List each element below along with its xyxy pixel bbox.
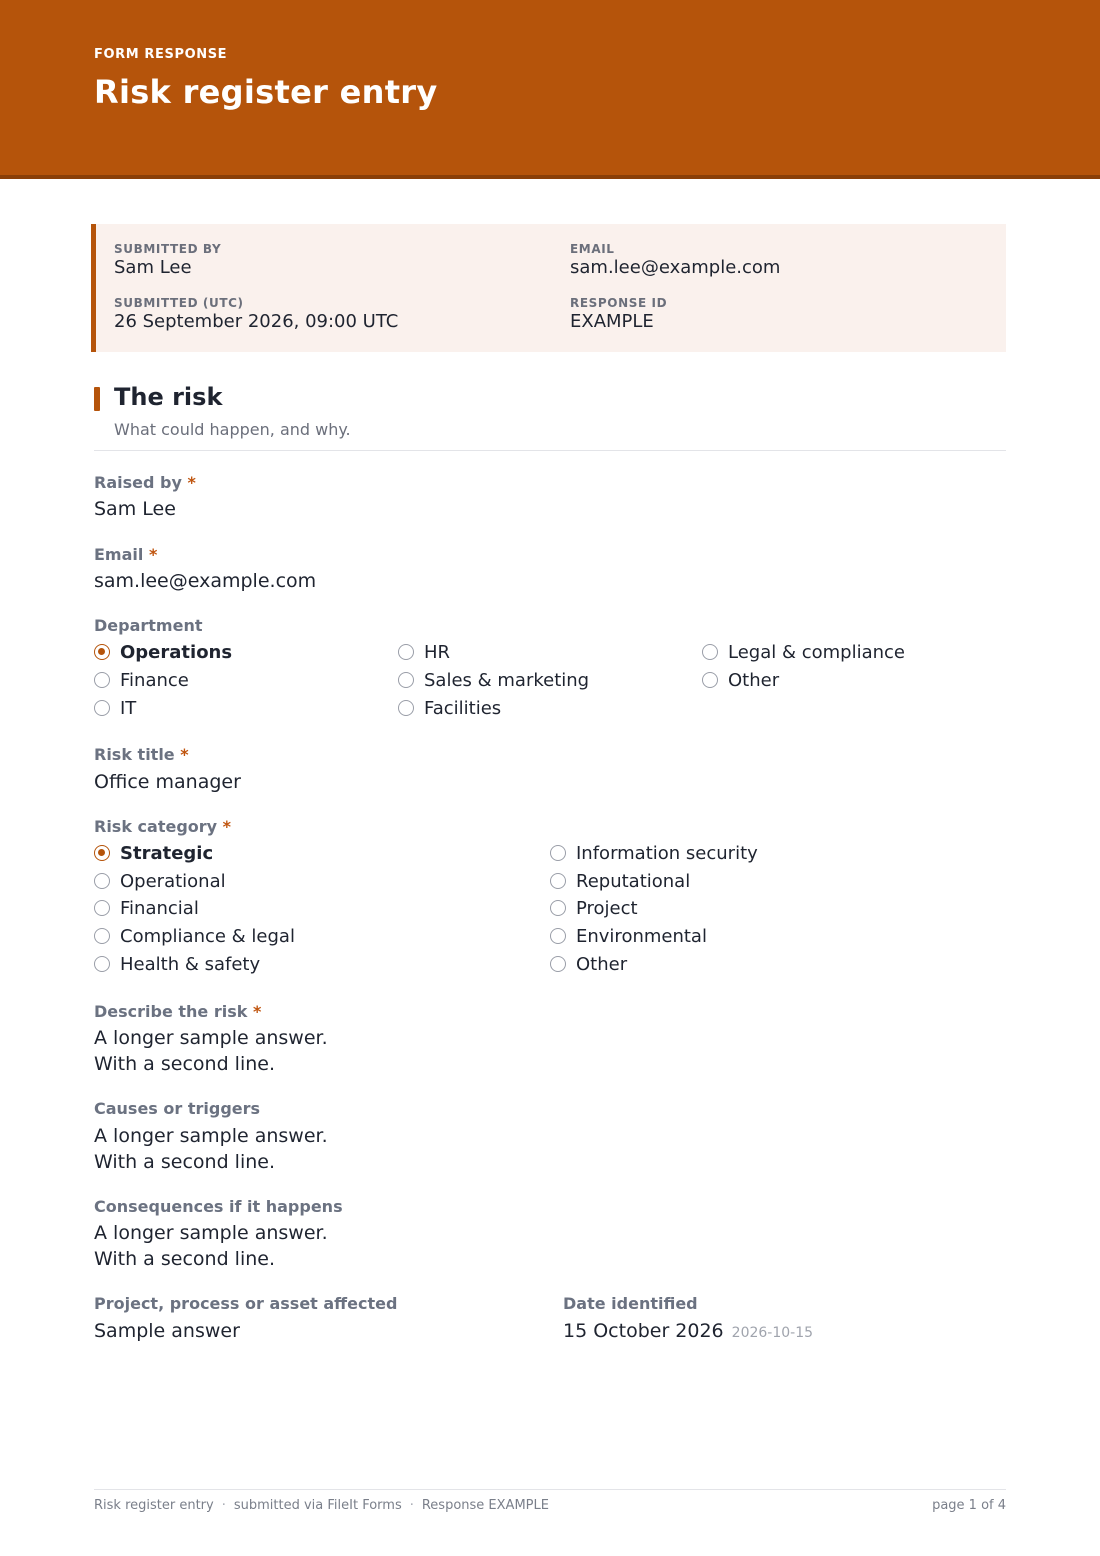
describe-risk-value xyxy=(94,1025,328,1077)
section-divider xyxy=(94,450,1006,451)
separator-dot: · xyxy=(221,1498,226,1513)
consequences-label: Consequences if it happens xyxy=(94,1197,343,1216)
option-label: Finance xyxy=(120,669,189,691)
causes-value xyxy=(94,1123,328,1175)
option-label: Financial xyxy=(120,897,199,919)
footer-via: submitted via FileIt Forms xyxy=(233,1498,402,1513)
department-option-sales-marketing xyxy=(398,668,589,692)
footer-response: Response EXAMPLE xyxy=(421,1498,549,1513)
footer-info xyxy=(94,1498,549,1513)
radio-icon xyxy=(94,900,110,916)
answer-line: With a second line. xyxy=(94,1053,275,1075)
option-label: Health & safety xyxy=(120,953,261,975)
radio-icon xyxy=(550,873,566,889)
required-marker: * xyxy=(187,473,196,492)
raised-by-value: Sam Lee xyxy=(94,498,176,520)
option-label: Other xyxy=(576,953,628,975)
raised-by-label xyxy=(94,473,196,492)
required-marker: * xyxy=(180,745,189,764)
option-label: Facilities xyxy=(424,697,502,719)
department-option-hr xyxy=(398,640,450,664)
page-number: page 1 of 4 xyxy=(932,1498,1006,1513)
radio-icon xyxy=(550,956,566,972)
radio-icon xyxy=(550,928,566,944)
required-marker: * xyxy=(148,545,158,564)
radio-icon xyxy=(702,644,718,660)
meta-value: 26 September 2026, 09:00 UTC xyxy=(114,311,399,332)
form-header xyxy=(0,0,1100,179)
meta-label: SUBMITTED BY xyxy=(114,242,222,256)
meta-value: EXAMPLE xyxy=(570,311,654,332)
option-label: Environmental xyxy=(576,925,707,947)
option-label: Project xyxy=(576,897,638,919)
risk-category-option-strategic xyxy=(94,841,213,865)
department-label: Department xyxy=(94,616,203,635)
risk-title-value: Office manager xyxy=(94,771,241,793)
meta-submitted-by xyxy=(114,242,221,278)
radio-icon xyxy=(94,928,110,944)
risk-category-option-financial xyxy=(94,896,199,920)
risk-category-option-compliance-legal xyxy=(94,924,295,948)
answer-line: A longer sample answer. xyxy=(94,1125,328,1147)
radio-selected-icon xyxy=(94,644,110,660)
radio-icon xyxy=(94,873,110,889)
option-label: Compliance & legal xyxy=(120,925,295,947)
submission-meta xyxy=(91,224,1006,352)
risk-category-option-environmental xyxy=(550,924,707,948)
risk-category-option-operational xyxy=(94,869,226,893)
radio-icon xyxy=(398,672,414,688)
causes-label: Causes or triggers xyxy=(94,1099,261,1118)
answer-line: With a second line. xyxy=(94,1248,275,1270)
section-accent-bar xyxy=(94,387,100,411)
option-label: IT xyxy=(120,697,137,719)
affected-label: Project, process or asset affected xyxy=(94,1294,398,1313)
section-subtitle: What could happen, and why. xyxy=(114,420,351,439)
footer-divider xyxy=(94,1489,1006,1490)
option-label: Other xyxy=(728,669,780,691)
radio-icon xyxy=(550,845,566,861)
label-text: Risk category xyxy=(94,817,218,836)
option-label: Reputational xyxy=(576,870,691,892)
risk-category-option-information-security xyxy=(550,841,758,865)
email-label xyxy=(94,545,157,564)
required-marker: * xyxy=(222,817,232,836)
meta-value: Sam Lee xyxy=(114,257,192,278)
label-text: Raised by xyxy=(94,473,182,492)
department-option-operations xyxy=(94,640,232,664)
footer-form-name: Risk register entry xyxy=(94,1498,214,1513)
meta-value: sam.lee@example.com xyxy=(570,257,781,278)
risk-category-option-other xyxy=(550,952,627,976)
date-iso: 2026-10-15 xyxy=(731,1325,814,1341)
answer-line: With a second line. xyxy=(94,1151,275,1173)
option-label: Operational xyxy=(120,870,226,892)
meta-response-id xyxy=(570,296,667,332)
risk-title-label xyxy=(94,745,189,764)
date-identified-value xyxy=(563,1318,813,1346)
risk-category-option-health-safety xyxy=(94,952,260,976)
radio-selected-icon xyxy=(94,845,110,861)
option-label: Information security xyxy=(576,842,758,864)
radio-icon xyxy=(94,700,110,716)
department-option-legal-compliance xyxy=(702,640,905,664)
option-label: Sales & marketing xyxy=(424,669,590,691)
radio-icon xyxy=(398,644,414,660)
meta-label: EMAIL xyxy=(570,242,615,256)
risk-category-label xyxy=(94,817,231,836)
risk-category-option-project xyxy=(550,896,638,920)
meta-label: RESPONSE ID xyxy=(570,296,668,310)
section-title: The risk xyxy=(114,383,223,411)
radio-icon xyxy=(550,900,566,916)
label-text: Email xyxy=(94,545,144,564)
meta-submitted-utc xyxy=(114,296,398,332)
label-text: Describe the risk xyxy=(94,1002,248,1021)
option-label: Operations xyxy=(120,641,233,663)
consequences-value xyxy=(94,1220,328,1272)
meta-email xyxy=(570,242,780,278)
department-option-finance xyxy=(94,668,189,692)
option-label: Legal & compliance xyxy=(728,641,906,663)
separator-dot: · xyxy=(409,1498,414,1513)
department-option-it xyxy=(94,696,136,720)
answer-line: A longer sample answer. xyxy=(94,1222,328,1244)
radio-icon xyxy=(94,672,110,688)
label-text: Risk title xyxy=(94,745,175,764)
date-identified-label: Date identified xyxy=(563,1294,698,1313)
page-title: Risk register entry xyxy=(94,73,438,111)
radio-icon xyxy=(702,672,718,688)
email-value: sam.lee@example.com xyxy=(94,570,317,592)
date-text: 15 October 2026 xyxy=(563,1320,724,1342)
option-label: HR xyxy=(424,641,451,663)
describe-risk-label xyxy=(94,1002,261,1021)
option-label: Strategic xyxy=(120,842,214,864)
answer-line: A longer sample answer. xyxy=(94,1027,328,1049)
header-eyebrow: FORM RESPONSE xyxy=(94,47,228,62)
required-marker: * xyxy=(252,1002,262,1021)
affected-value: Sample answer xyxy=(94,1320,240,1342)
meta-label: SUBMITTED (UTC) xyxy=(114,296,244,310)
risk-category-option-reputational xyxy=(550,869,690,893)
department-option-facilities xyxy=(398,696,501,720)
radio-icon xyxy=(398,700,414,716)
radio-icon xyxy=(94,956,110,972)
department-option-other xyxy=(702,668,779,692)
